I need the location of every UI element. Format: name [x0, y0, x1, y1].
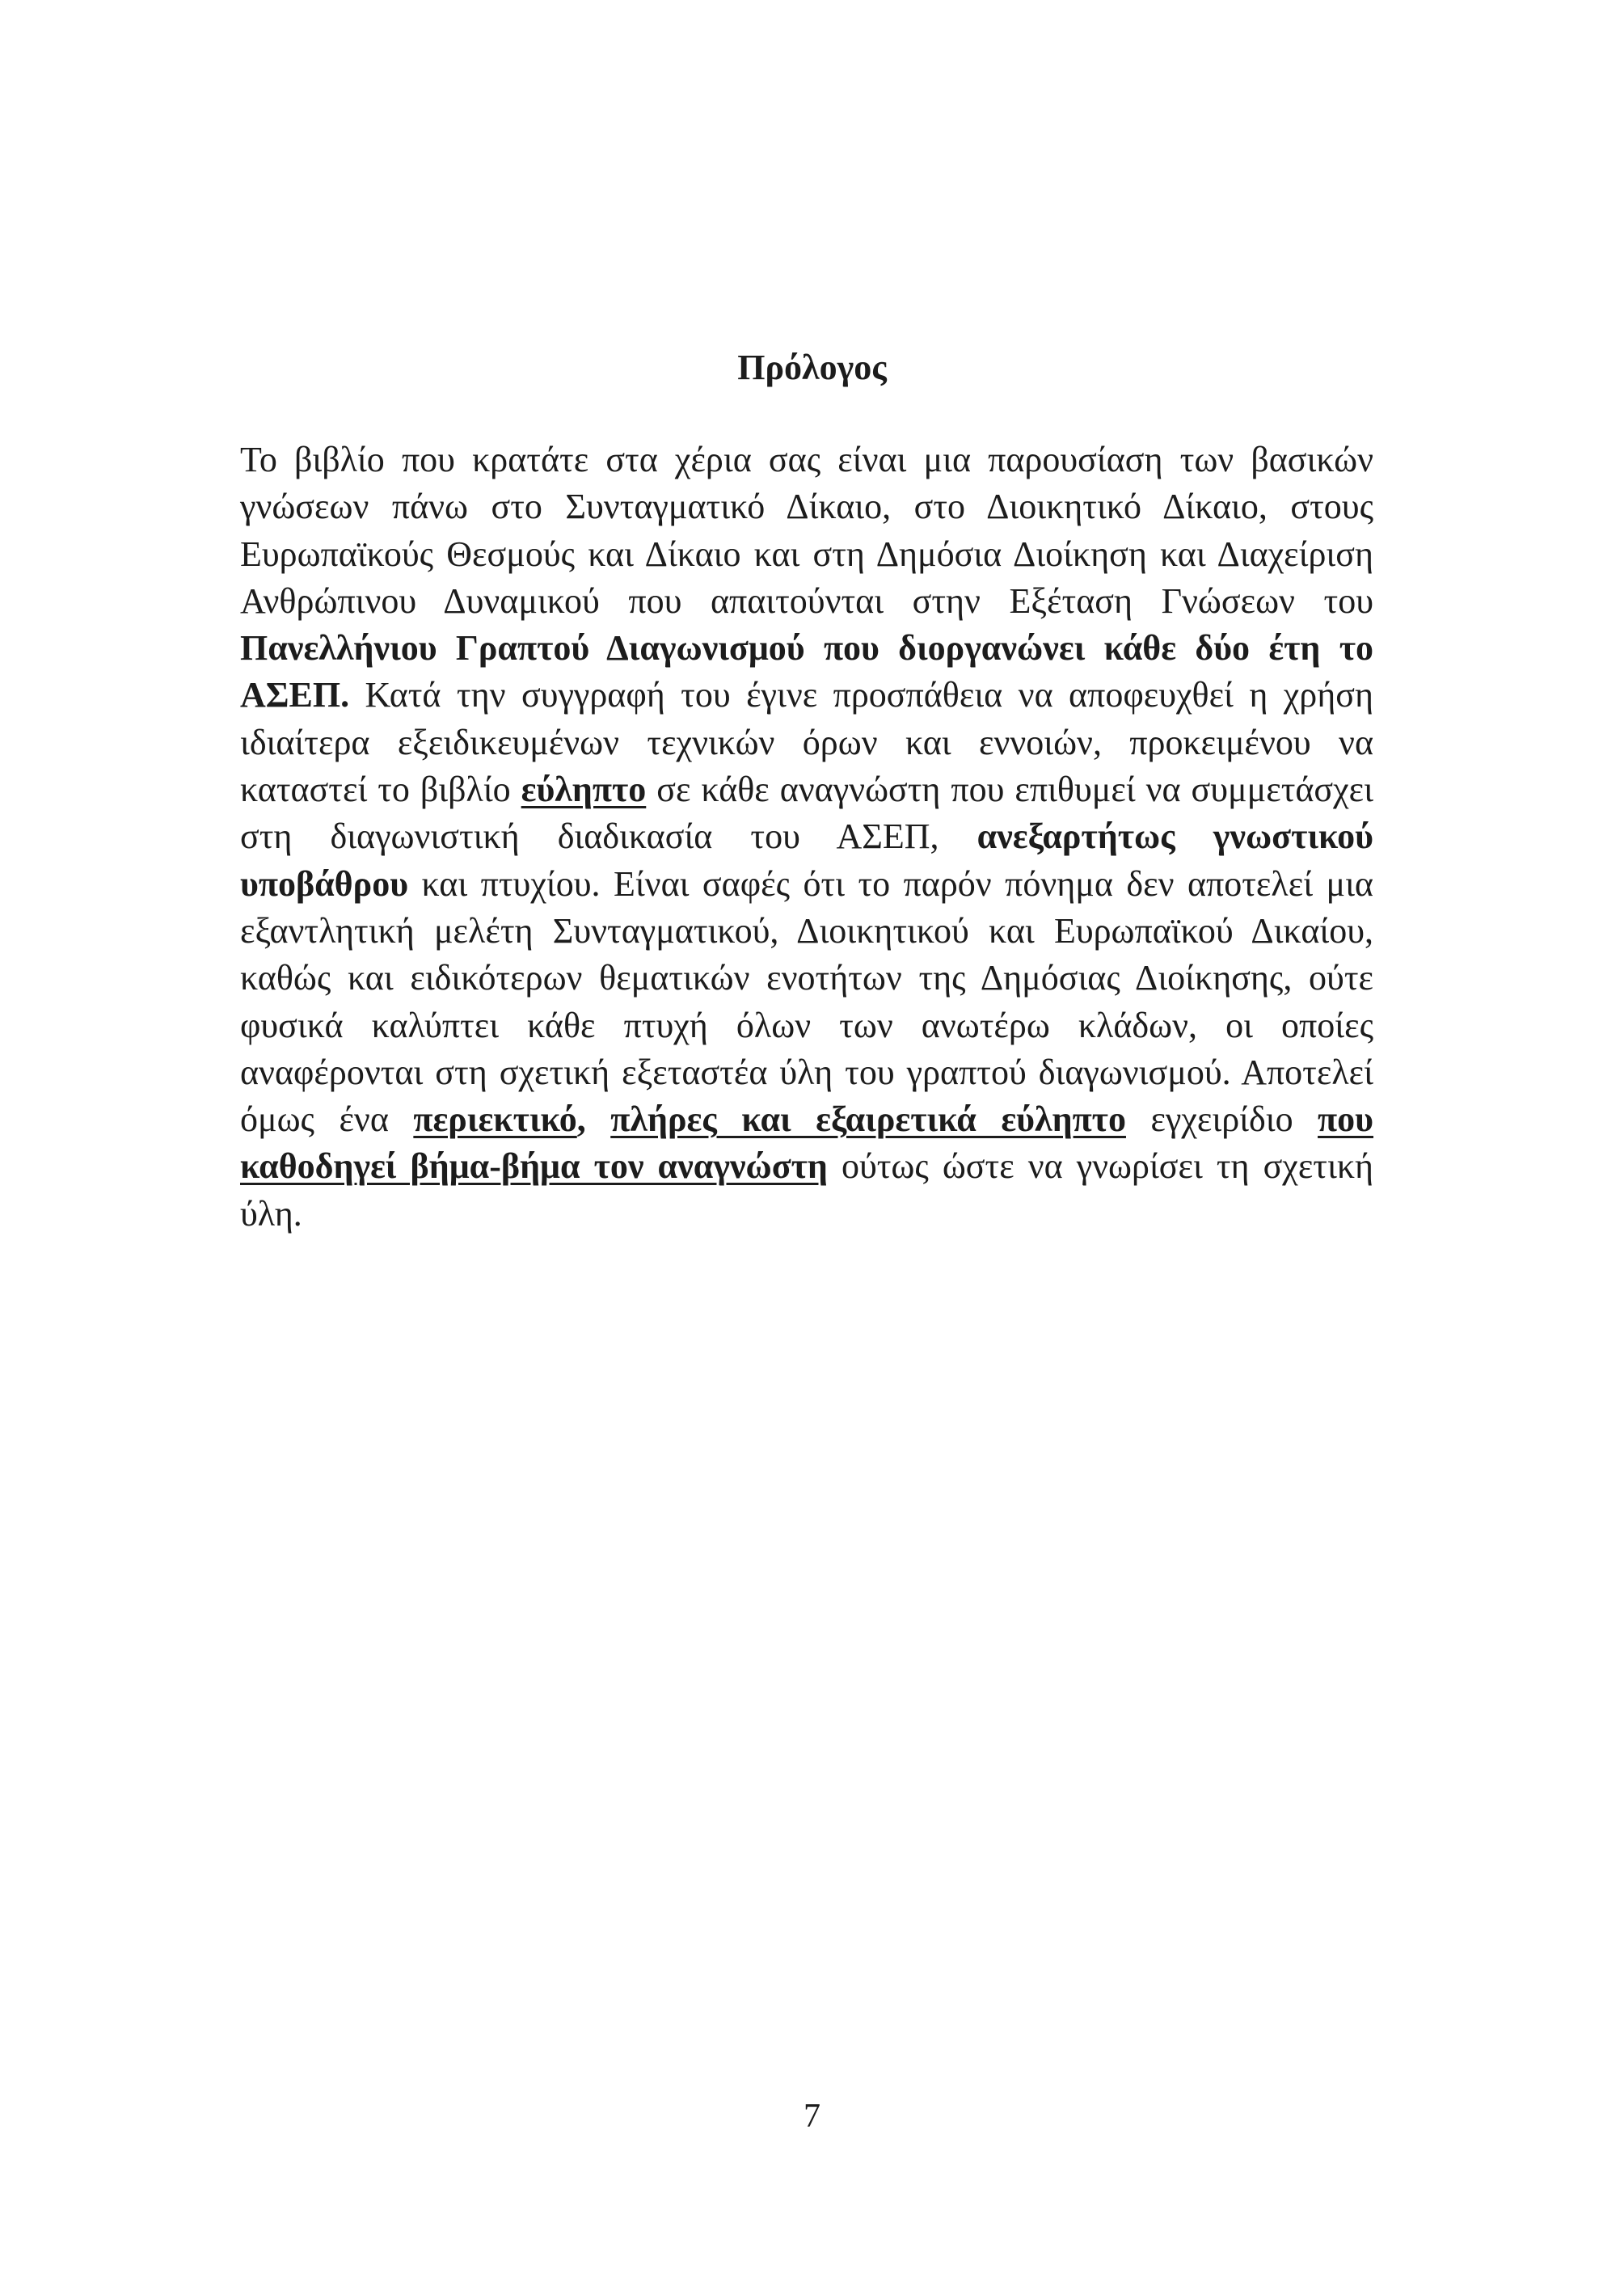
prologue-paragraph — [240, 437, 1373, 1238]
emphasis-text: ανεξαρτήτως γνωστικού υποβάθρου — [240, 816, 1374, 904]
underlined-emphasis: εύληπτο — [521, 770, 647, 810]
underlined-emphasis: πλήρες και εξαιρετικά εύληπτο — [610, 1099, 1126, 1140]
underlined-emphasis: περιεκτικό — [413, 1099, 577, 1140]
text-run: Το βιβλίο που κρατάτε στα χέρια σας είναι μια παρουσίαση των βασικών γνώσεων πάνω στο Συνταγματικό Δίκαιο, στο Διοικητικό Δίκαιο, στους Ευρωπαϊκούς Θεσμούς και Δίκαιο και στη Δημόσια Διοίκηση και Διαχείριση Ανθρώπινου Δυναμικού που απαιτούνται στην Εξέταση Γνώσεων του — [240, 440, 1373, 621]
page-title: Πρόλογος — [737, 348, 887, 387]
underlined-emphasis: που καθοδηγεί βήμα-βήμα τον αναγνώστη — [240, 1099, 1373, 1187]
page-number: 7 — [804, 2098, 820, 2135]
text-run: ούτως ώστε να γνωρίσει τη σχετική ύλη. — [240, 1146, 1373, 1234]
text-run: και πτυχίου. Είναι σαφές ότι το παρόν πόνημα δεν αποτελεί μια εξαντλητική μελέτη Συνταγματικού, Διοικητικού και Ευρωπαϊκού Δικαίου, καθώς και ειδικότερων θεματικών ενοτήτων της Δημόσιας Διοίκησης, ούτε φυσικά καλύπτει κάθε πτυχή όλων των ανωτέρω κλάδων, οι οποίες αναφέρονται στη σχετική εξεταστέα ύλη του γραπτού διαγωνισμού. Αποτελεί όμως ένα — [240, 863, 1373, 1140]
text-run: Κατά την συγγραφή του έγινε προσπάθεια να αποφευχθεί η χρήση ιδιαίτερα εξειδικευμένων τεχνικών όρων και εννοιών, προκειμένου να καταστεί το βιβλίο — [240, 675, 1373, 810]
text-run: σε κάθε αναγνώστη που επιθυμεί να συμμετάσχει στη διαγωνιστική διαδικασία του ΑΣΕΠ, — [240, 770, 1373, 857]
text-run: εγχειρίδιο — [1125, 1099, 1318, 1140]
emphasis-text: , — [576, 1099, 611, 1140]
emphasis-text: Πανελλήνιου Γραπτού Διαγωνισμού που διοργανώνει κάθε δύο έτη το ΑΣΕΠ. — [240, 628, 1373, 715]
